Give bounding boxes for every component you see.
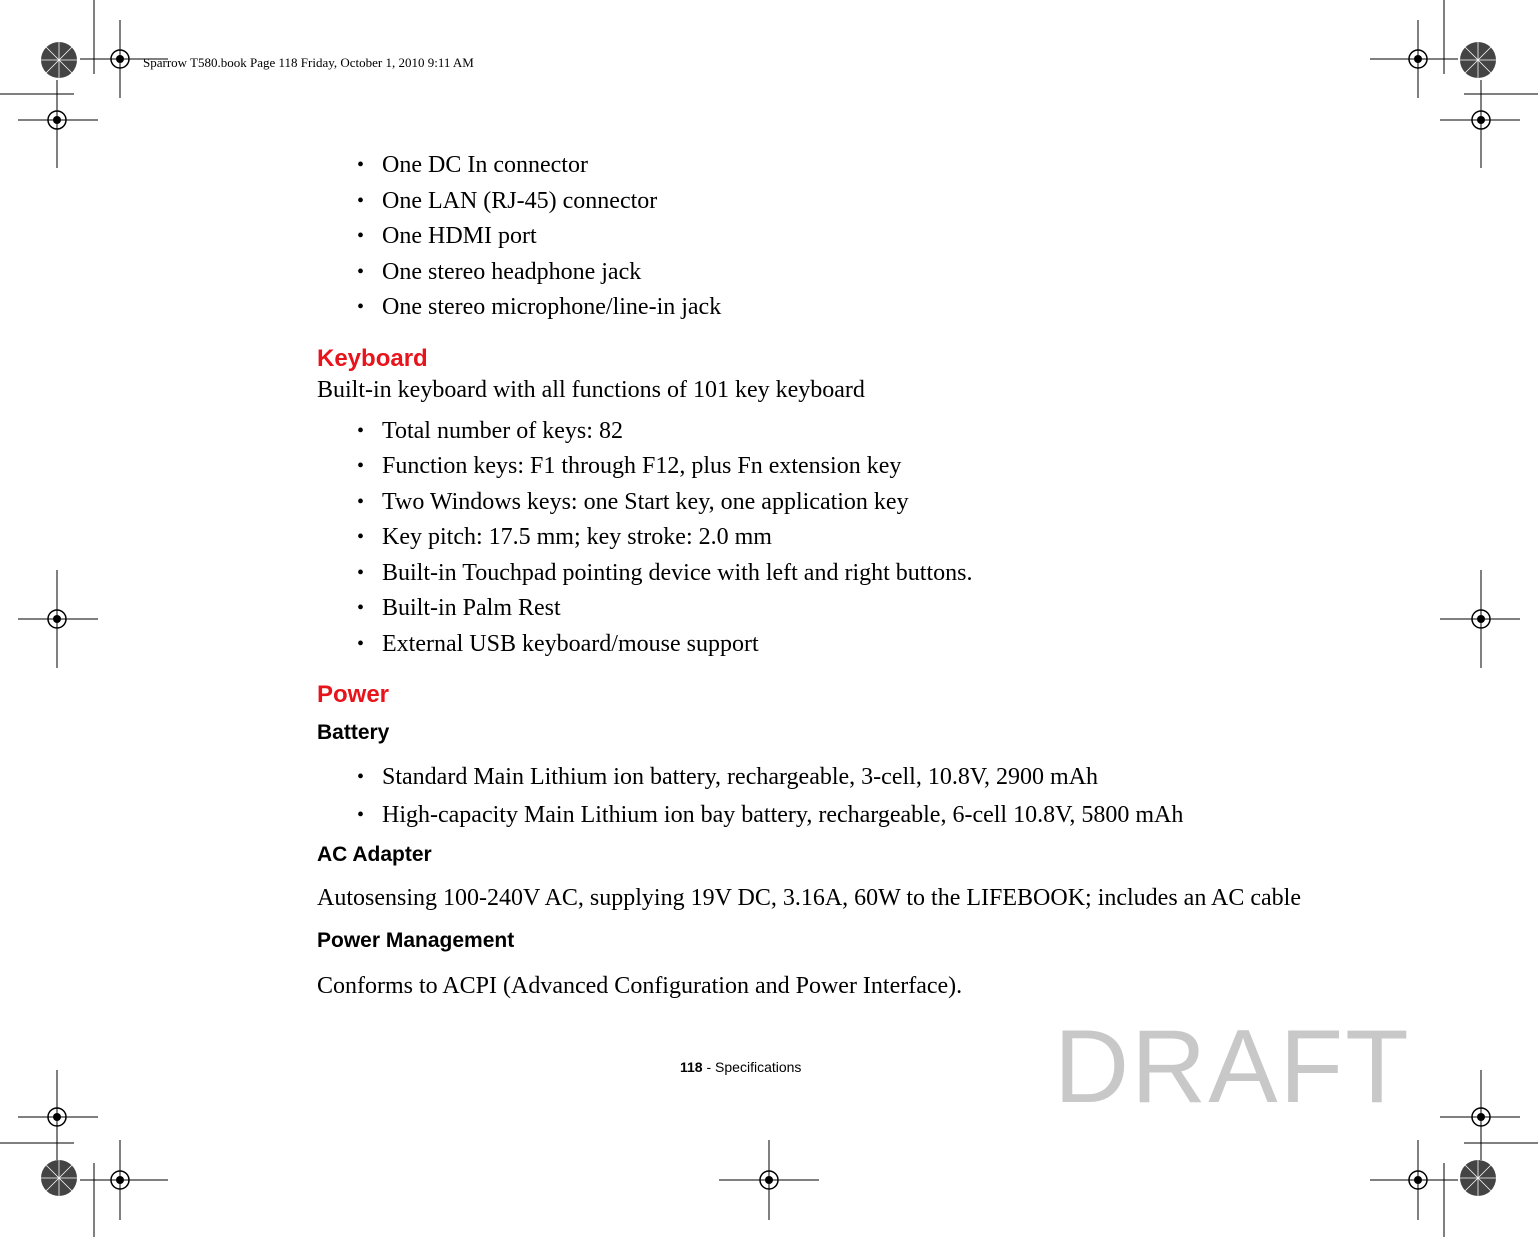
page-number: 118 — [680, 1059, 703, 1075]
keyboard-list — [317, 414, 1437, 663]
list-item: • One DC In connector — [356, 148, 1437, 184]
power-management-text: Conforms to ACPI (Advanced Configuration and Power Interface). — [317, 973, 963, 999]
book-page-info: Sparrow T580.book Page 118 Friday, October 1, 2010 9:11 AM — [143, 55, 474, 70]
ac-adapter-heading: AC Adapter — [317, 843, 432, 866]
list-item: • Standard Main Lithium ion battery, rechargeable, 3-cell, 10.8V, 2900 mAh — [356, 758, 1437, 796]
bullet-icon: • — [357, 561, 365, 584]
list-item: • One HDMI port — [356, 219, 1437, 255]
ac-adapter-text: Autosensing 100-240V AC, supplying 19V DC, 3.16A, 60W to the LIFEBOOK; includes an AC cable — [317, 885, 1301, 911]
list-item: • Total number of keys: 82 — [356, 414, 1437, 450]
keyboard-description: Built-in keyboard with all functions of 101 key keyboard — [317, 376, 865, 403]
connectors-list — [317, 148, 1437, 326]
list-item: • High-capacity Main Lithium ion bay battery, rechargeable, 6-cell 10.8V, 5800 mAh — [356, 796, 1437, 834]
draft-watermark: DRAFT — [1054, 1009, 1411, 1125]
bullet-icon: • — [357, 296, 365, 318]
list-item: • Key pitch: 17.5 mm; key stroke: 2.0 mm — [356, 520, 1437, 556]
keyboard-heading: Keyboard — [317, 344, 428, 372]
list-item: • One LAN (RJ-45) connector — [356, 184, 1437, 220]
page-content — [317, 148, 1437, 1002]
bullet-icon: • — [357, 804, 365, 826]
bullet-icon: • — [357, 225, 365, 247]
bullet-icon: • — [357, 490, 365, 513]
list-item: • Built-in Touchpad pointing device with left and right buttons. — [356, 556, 1437, 592]
bullet-icon: • — [357, 419, 365, 442]
footer-separator: - — [702, 1059, 716, 1075]
battery-list — [317, 758, 1437, 834]
bullet-icon: • — [357, 766, 365, 788]
list-item: • Built-in Palm Rest — [356, 591, 1437, 627]
bullet-icon: • — [357, 455, 365, 477]
bullet-icon: • — [357, 597, 365, 619]
bullet-icon: • — [357, 154, 365, 176]
page-footer — [680, 1059, 801, 1075]
power-management-heading: Power Management — [317, 929, 515, 952]
power-heading: Power — [317, 681, 390, 708]
bullet-icon: • — [357, 260, 365, 283]
battery-heading: Battery — [317, 721, 390, 744]
list-item: • Two Windows keys: one Start key, one application key — [356, 485, 1437, 521]
list-item: • One stereo microphone/line-in jack — [356, 290, 1437, 326]
bullet-icon: • — [357, 189, 365, 212]
bullet-icon: • — [357, 526, 365, 548]
bullet-icon: • — [357, 632, 365, 655]
footer-section: Specifications — [715, 1059, 802, 1075]
list-item: • One stereo headphone jack — [356, 255, 1437, 291]
list-item: • External USB keyboard/mouse support — [356, 627, 1437, 663]
list-item: • Function keys: F1 through F12, plus Fn extension key — [356, 449, 1437, 485]
